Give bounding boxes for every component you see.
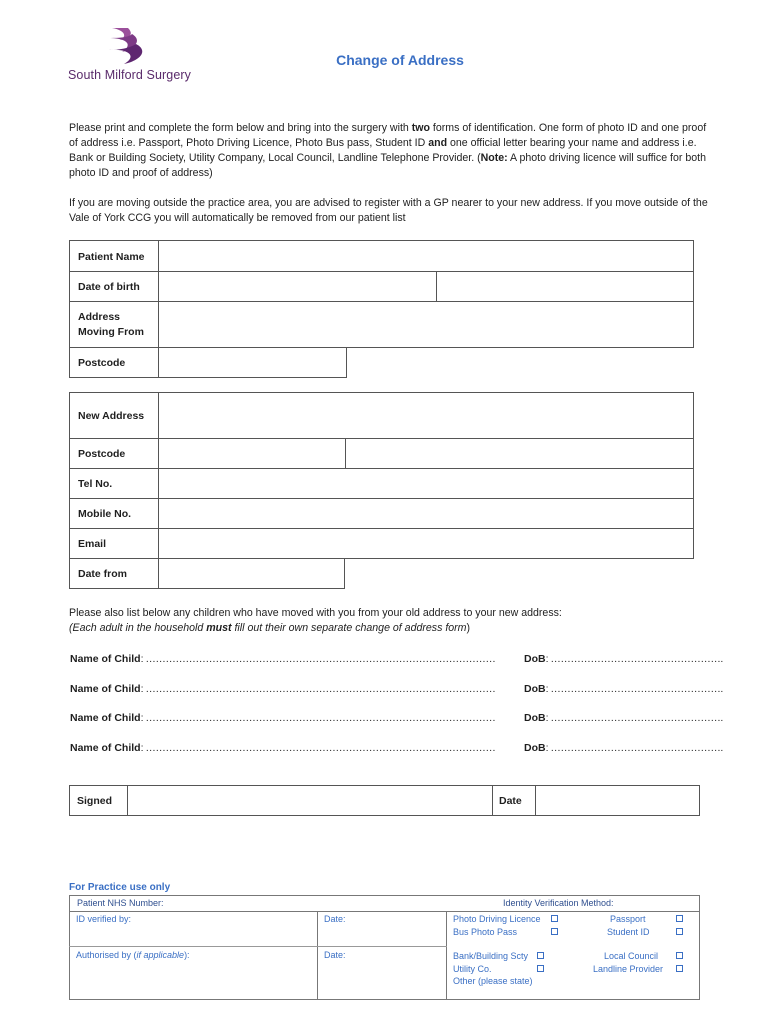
authorised-label: Authorised by (if applicable): [76, 950, 190, 960]
patient-name-label: Patient Name [78, 251, 145, 263]
verification-method-label: Identity Verification Method: [503, 898, 614, 908]
new-address-field[interactable] [158, 392, 694, 439]
address-from-field[interactable] [158, 301, 694, 348]
date-from-label: Date from [78, 568, 128, 580]
bank-label: Bank/Building Scty [453, 951, 529, 961]
mobile-field[interactable] [158, 498, 694, 529]
practice-use-title: For Practice use only [69, 882, 171, 893]
bus-pass-checkbox[interactable] [551, 928, 558, 935]
dob-extra-field[interactable] [436, 271, 694, 302]
student-id-checkbox[interactable] [676, 928, 683, 935]
row-divider [69, 946, 447, 947]
landline-checkbox[interactable] [676, 965, 683, 972]
utility-checkbox[interactable] [537, 965, 544, 972]
bus-pass-label: Bus Photo Pass [453, 927, 518, 937]
new-postcode-field[interactable] [158, 438, 346, 469]
date-from-field[interactable] [158, 558, 345, 589]
child-dob-line[interactable]: : ……………………………………………. [545, 683, 723, 695]
mobile-label: Mobile No. [78, 508, 132, 520]
passport-label: Passport [610, 914, 646, 924]
email-field[interactable] [158, 528, 694, 559]
email-label: Email [78, 538, 107, 550]
date-label-2: Date: [324, 950, 346, 960]
postcode-from-field[interactable] [158, 347, 347, 378]
logo-text: South Milford Surgery [68, 68, 191, 82]
child-row: Name of Child: …………………………………………………………………………………………… DoB: ……………………………………………. [70, 653, 723, 665]
dob-label: Date of birth [78, 281, 140, 293]
tel-field[interactable] [158, 468, 694, 499]
practice-area-paragraph: If you are moving outside the practice area, you are advised to register with a GP nearer to your new address. If you move outside of the Vale of York CCG you will automatically be removed from our patient list [69, 197, 708, 224]
child-row: Name of Child: …………………………………………………………………………………………… DoB: ……………………………………………. [70, 742, 723, 754]
child-name-line[interactable]: : …………………………………………………………………………………………… [140, 653, 496, 665]
child-dob-line[interactable]: : ……………………………………………. [545, 712, 723, 724]
id-verified-label: ID verified by: [76, 914, 132, 924]
date-label-1: Date: [324, 914, 346, 924]
signed-label: Signed [77, 795, 113, 807]
landline-label: Landline Provider [593, 964, 664, 974]
council-checkbox[interactable] [676, 952, 683, 959]
child-name-line[interactable]: : …………………………………………………………………………………………… [140, 712, 496, 724]
council-label: Local Council [604, 951, 659, 961]
tel-label: Tel No. [78, 478, 113, 490]
nhs-number-label: Patient NHS Number: [77, 898, 164, 908]
other-label: Other (please state) [453, 976, 533, 986]
bank-checkbox[interactable] [537, 952, 544, 959]
student-id-label: Student ID [607, 927, 650, 937]
page-title: Change of Address [336, 52, 464, 68]
child-row: Name of Child: …………………………………………………………………………………………… DoB: ……………………………………………. [70, 683, 723, 695]
signature-date-field[interactable] [535, 785, 700, 816]
intro-paragraph: Please print and complete the form below and bring into the surgery with two forms of identification. One form of photo ID and one proof of address i.e. Passport, Photo Driving Licence, Photo Bus pass, Student ID and one official letter bearing your name and address i.e. Bank or Building Society, Utility Company, Local Council, Landline Telephone Provider. (Note: A photo driving licence will suffice for both photo ID and proof of address) [69, 122, 707, 179]
date-label: Date [499, 795, 522, 807]
postcode-from-label: Postcode [78, 357, 126, 369]
new-address-label: New Address [78, 410, 145, 422]
dob-field[interactable] [158, 271, 437, 302]
new-postcode-extra-field[interactable] [345, 438, 694, 469]
passport-checkbox[interactable] [676, 915, 683, 922]
child-name-line[interactable]: : …………………………………………………………………………………………… [140, 683, 496, 695]
child-dob-line[interactable]: : ……………………………………………. [545, 742, 723, 754]
child-dob-line[interactable]: : ……………………………………………. [545, 653, 723, 665]
signature-field[interactable] [127, 785, 493, 816]
new-postcode-label: Postcode [78, 448, 126, 460]
utility-label: Utility Co. [453, 964, 492, 974]
patient-name-field[interactable] [158, 240, 694, 272]
photo-licence-label: Photo Driving Licence [453, 914, 541, 924]
address-from-label: Address Moving From [78, 311, 144, 338]
children-intro: Please also list below any children who have moved with you from your old address to your new address: (Each adult in the household must fill out their own separate change of address form) [69, 607, 562, 634]
photo-licence-checkbox[interactable] [551, 915, 558, 922]
child-name-line[interactable]: : …………………………………………………………………………………………… [140, 742, 496, 754]
child-row: Name of Child: …………………………………………………………………………………………… DoB: ……………………………………………. [70, 712, 723, 724]
